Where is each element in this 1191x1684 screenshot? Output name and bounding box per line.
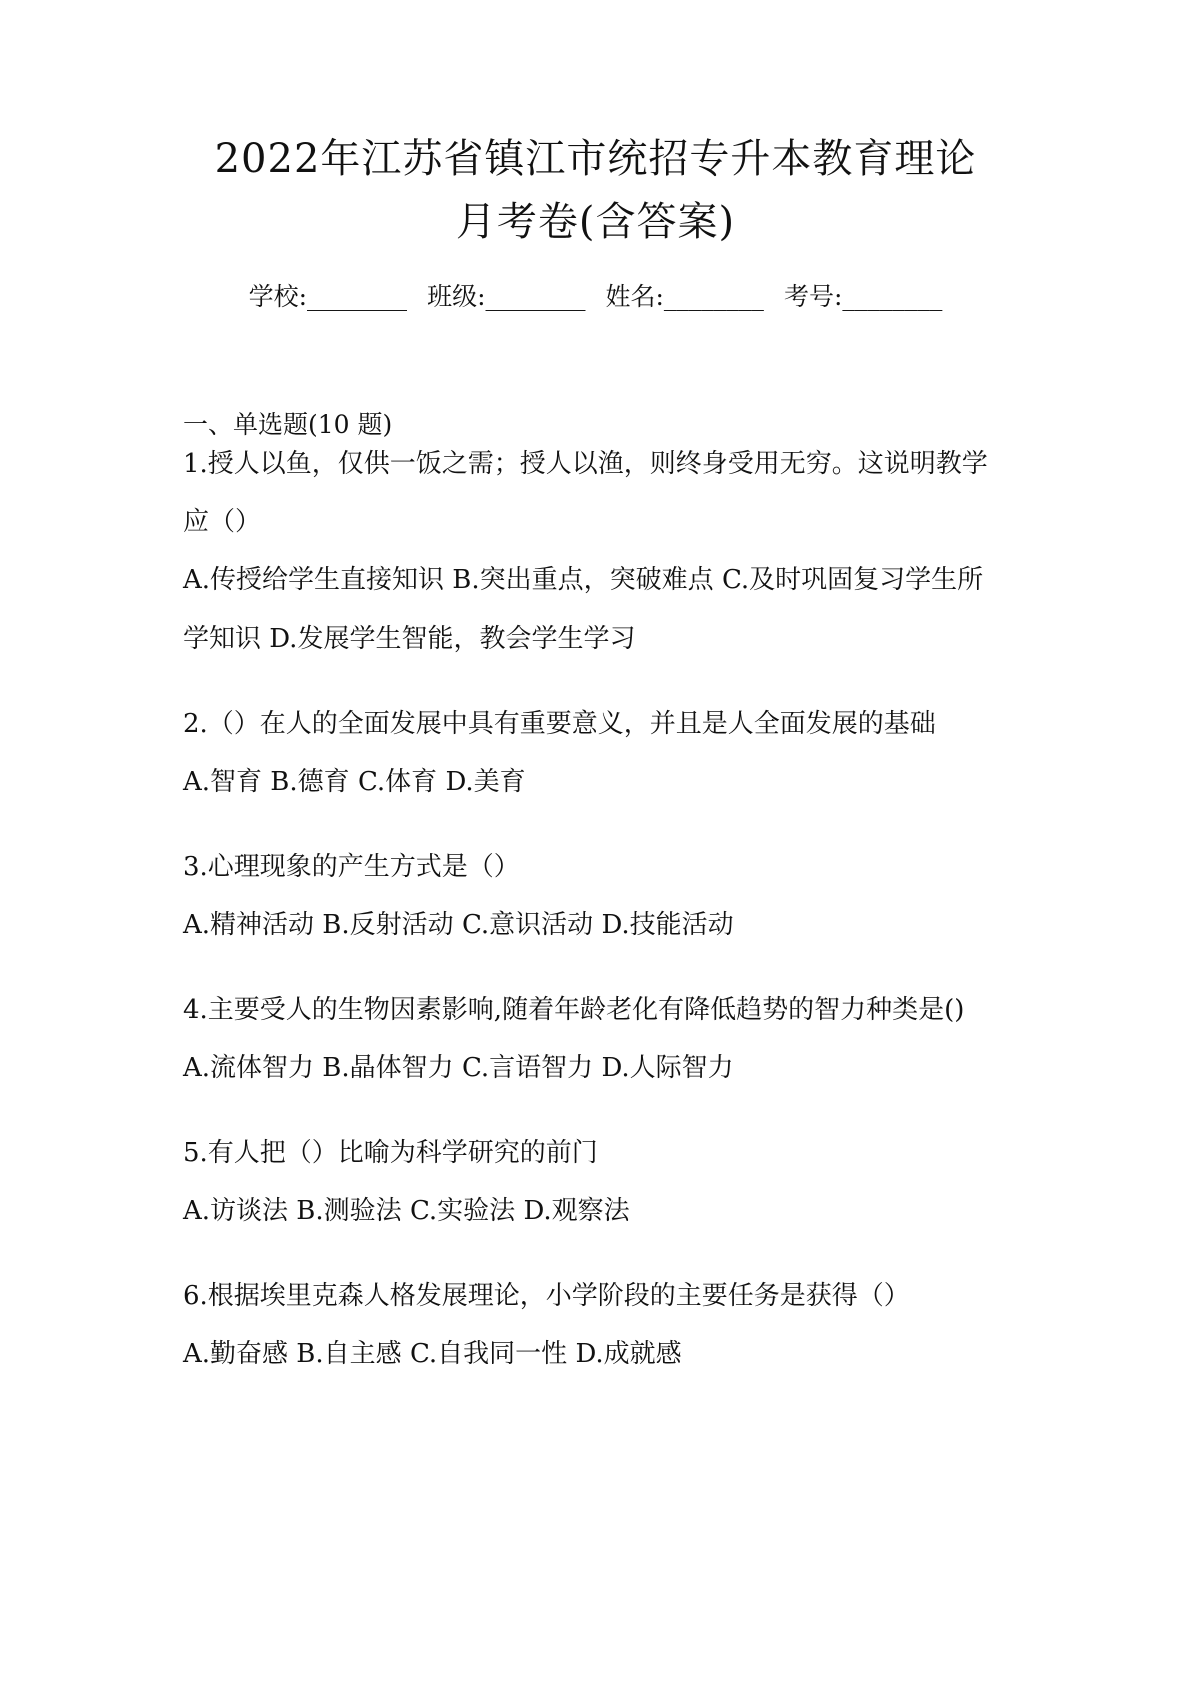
exam-number-field: 考号:________: [783, 282, 943, 311]
question-5-options: A.访谈法 B.测验法 C.实验法 D.观察法: [183, 1196, 630, 1226]
question-1-stem-line-2: 应（）: [183, 507, 262, 537]
question-2-stem: 2.（）在人的全面发展中具有重要意义，并且是人全面发展的基础: [183, 709, 936, 739]
question-2-options: A.智育 B.德育 C.体育 D.美育: [183, 767, 526, 797]
question-4-options: A.流体智力 B.晶体智力 C.言语智力 D.人际智力: [183, 1053, 734, 1083]
section-heading: 一、单选题(10 题): [183, 410, 393, 439]
name-field: 姓名:________: [605, 282, 764, 311]
exam-title-line-1: 2022年江苏省镇江市统招专升本教育理论: [214, 136, 977, 182]
student-info-row: [0, 282, 1191, 312]
school-field: 学校:________: [248, 282, 408, 311]
question-3-stem: 3.心理现象的产生方式是（）: [183, 852, 520, 882]
question-5-stem: 5.有人把（）比喻为科学研究的前门: [183, 1138, 598, 1168]
question-6-options: A.勤奋感 B.自主感 C.自我同一性 D.成就感: [183, 1339, 682, 1369]
question-1-stem-line-1: 1.授人以鱼，仅供一饭之需；授人以渔，则终身受用无穷。这说明教学: [183, 449, 988, 479]
question-1-options-line-2: 学知识 D.发展学生智能，教会学生学习: [183, 624, 636, 654]
question-6-stem: 6.根据埃里克森人格发展理论，小学阶段的主要任务是获得（）: [183, 1281, 910, 1311]
question-3-options: A.精神活动 B.反射活动 C.意识活动 D.技能活动: [183, 910, 734, 940]
exam-title-line-2: 月考卷(含答案): [455, 199, 736, 245]
question-1-options-line-1: A.传授给学生直接知识 B.突出重点，突破难点 C.及时巩固复习学生所: [183, 565, 984, 595]
question-4-stem: 4.主要受人的生物因素影响,随着年龄老化有降低趋势的智力种类是(): [183, 995, 965, 1025]
class-field: 班级:________: [427, 282, 586, 311]
